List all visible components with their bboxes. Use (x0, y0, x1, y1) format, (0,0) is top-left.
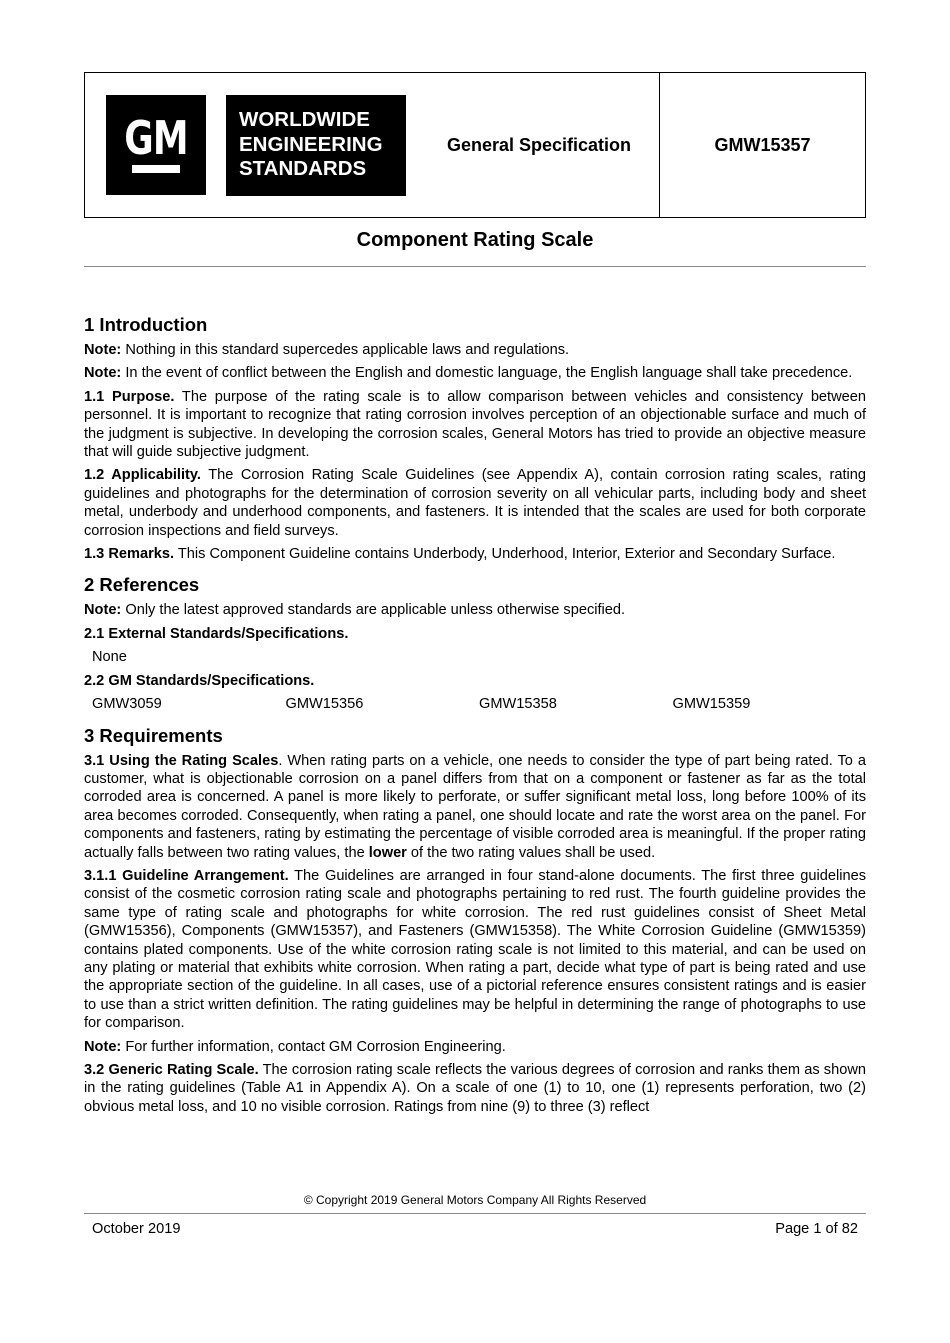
note-corrosion-engineering: Note: For further information, contact GM Corrosion Engineering. (84, 1038, 506, 1055)
para-1-1 (84, 388, 866, 462)
header-box (84, 72, 866, 218)
para-3-2-label: 3.2 Generic Rating Scale. (84, 1062, 259, 1078)
note-1 (84, 341, 866, 359)
gm-logo (106, 95, 206, 195)
section-3-heading: 3 Requirements (84, 724, 223, 746)
org-name-block (226, 95, 406, 196)
para-1-2-label: 1.2 Applicability. (84, 467, 201, 484)
org-line-3: STANDARDS (239, 157, 367, 180)
document-body (84, 313, 866, 1121)
gm-standard-item: GMW15359 (672, 696, 751, 713)
gm-standard-item: GMW15356 (285, 696, 364, 713)
note-1-label: Note: (84, 342, 122, 358)
copyright-notice: © Copyright 2019 General Motors Company All Rights Reserved (303, 1193, 647, 1207)
section-1-heading: 1 Introduction (84, 314, 208, 335)
gm-logo-text: GM (124, 111, 188, 165)
para-3-2 (84, 1061, 866, 1116)
para-3-2-text: The corrosion rating scale reflects the various degrees of corrosion and ranks them as shown in the rating guidelines (Table A1 in Appendix A). On a scale of one (1) to 10, one (1) represents perforation, two (2) obvious metal loss, and 10 no visible corrosion. Ratings from nine (9) to three (3) reflect (84, 1062, 866, 1115)
para-1-3-text: This Component Guideline contains Underbody, Underhood, Interior, Exterior and Secondary Surface. (174, 546, 836, 563)
para-3-1-1-label: 3.1.1 Guideline Arrangement. (84, 867, 289, 884)
emphasis-lower: lower (368, 844, 407, 861)
note-references-label: Note: (84, 602, 122, 619)
para-3-1-label: 3.1 Using the Rating Scales (84, 752, 279, 769)
para-1-2 (84, 466, 866, 540)
doc-number: GMW15357 (714, 134, 811, 155)
external-standards-value: None (92, 649, 127, 666)
title-divider (84, 266, 866, 267)
gm-logo-underline (132, 165, 180, 173)
note-2-label: Note: (84, 365, 122, 382)
para-1-1-text: The purpose of the rating scale is to allow comparison between vehicles and consistency between personnel. It is important to recognize that rating corrosion involves perception of an objectionable surface and much of the judgment is subjective. In developing the corrosion scales, General Motors has tried to provide an objective measure that will guide subjective judgment. (84, 388, 866, 461)
para-1-3-label: 1.3 Remarks. (84, 546, 175, 563)
subsection-2-2-heading: 2.2 GM Standards/Specifications. (84, 672, 315, 689)
gm-standard-item: GMW15358 (479, 696, 557, 713)
gm-standard-item: GMW3059 (92, 696, 162, 713)
footer-date: October 2019 (92, 1221, 181, 1237)
para-3-1-1-text: The Guidelines are arranged in four stand-alone documents. The first three guidelines consist of the cosmetic corrosion rating scale and photographs pertaining to red rust. The fourth guideline provides the same type of rating scale and photographs for white corrosion. The red rust guidelines consist of Sheet Metal (GMW15356), Components (GMW15357), and Fasteners (GMW15358). The White Corrosion Guideline (GMW15359) contains plated components. Use of the white corrosion rating scale is not limited to this material, and can be used on any plating or material that exhibits white corrosion. When rating a part, decide what type of part is being rated and use the appropriate section of the guideline. In all cases, use of a pictorial reference ensures consistent ratings and is easier to use than a strict written definition. The rating guidelines may be helpful in determining the range of photographs to use for comparison. (84, 867, 866, 1032)
para-1-1-label: 1.1 Purpose. (84, 388, 175, 405)
subsection-2-1-heading: 2.1 External Standards/Specifications. (84, 625, 349, 642)
spec-type: General Specification (419, 73, 660, 217)
org-line-2: ENGINEERING (239, 132, 383, 156)
note-2-text: In the event of conflict between the English and domestic language, the English language shall take precedence. (121, 365, 853, 382)
para-3-1: 3.1 Using the Rating Scales. When rating parts on a vehicle, one needs to consider the type of part being rated. To a customer, what is objectionable corrosion on a panel differs from that on a component or fastener as far as the total corroded area is concerned. A panel is more likely to perforate, or suffer significant metal loss, long before 100% of its area becomes corroded. Consequently, when rating a panel, one should locate and rate the worst area on the panel. For components and fasteners, rating by estimating the percentage of visible corroded area is meaningful. If the proper rating actually falls between two rating values, the lower of the two rating values shall be used. (84, 752, 866, 861)
page-number: Page 1 of 82 (775, 1221, 858, 1237)
para-1-3 (84, 545, 866, 563)
note-1-text: Nothing in this standard supercedes applicable laws and regulations. (121, 342, 570, 358)
note-2 (84, 364, 866, 382)
page-title: Component Rating Scale (356, 229, 594, 251)
note-references-text: Only the latest approved standards are applicable unless otherwise specified. (121, 602, 626, 619)
header-logo-cell (85, 73, 419, 217)
para-1-2-text: The Corrosion Rating Scale Guidelines (see Appendix A), contain corrosion rating scales, rating guidelines and photographs for the determination of corrosion severity on all vehicular parts, including body and sheet metal, underbody and underhood components, and fasteners. It is intended that the scales are used for both corporate corrosion inspections and field surveys. (84, 467, 866, 539)
para-3-1-1 (84, 867, 866, 1033)
gm-standards-list (84, 695, 866, 713)
section-2-heading: 2 References (84, 574, 200, 596)
note-references (84, 601, 866, 619)
org-line-1: WORLDWIDE (239, 108, 370, 131)
footer-divider (84, 1213, 866, 1214)
